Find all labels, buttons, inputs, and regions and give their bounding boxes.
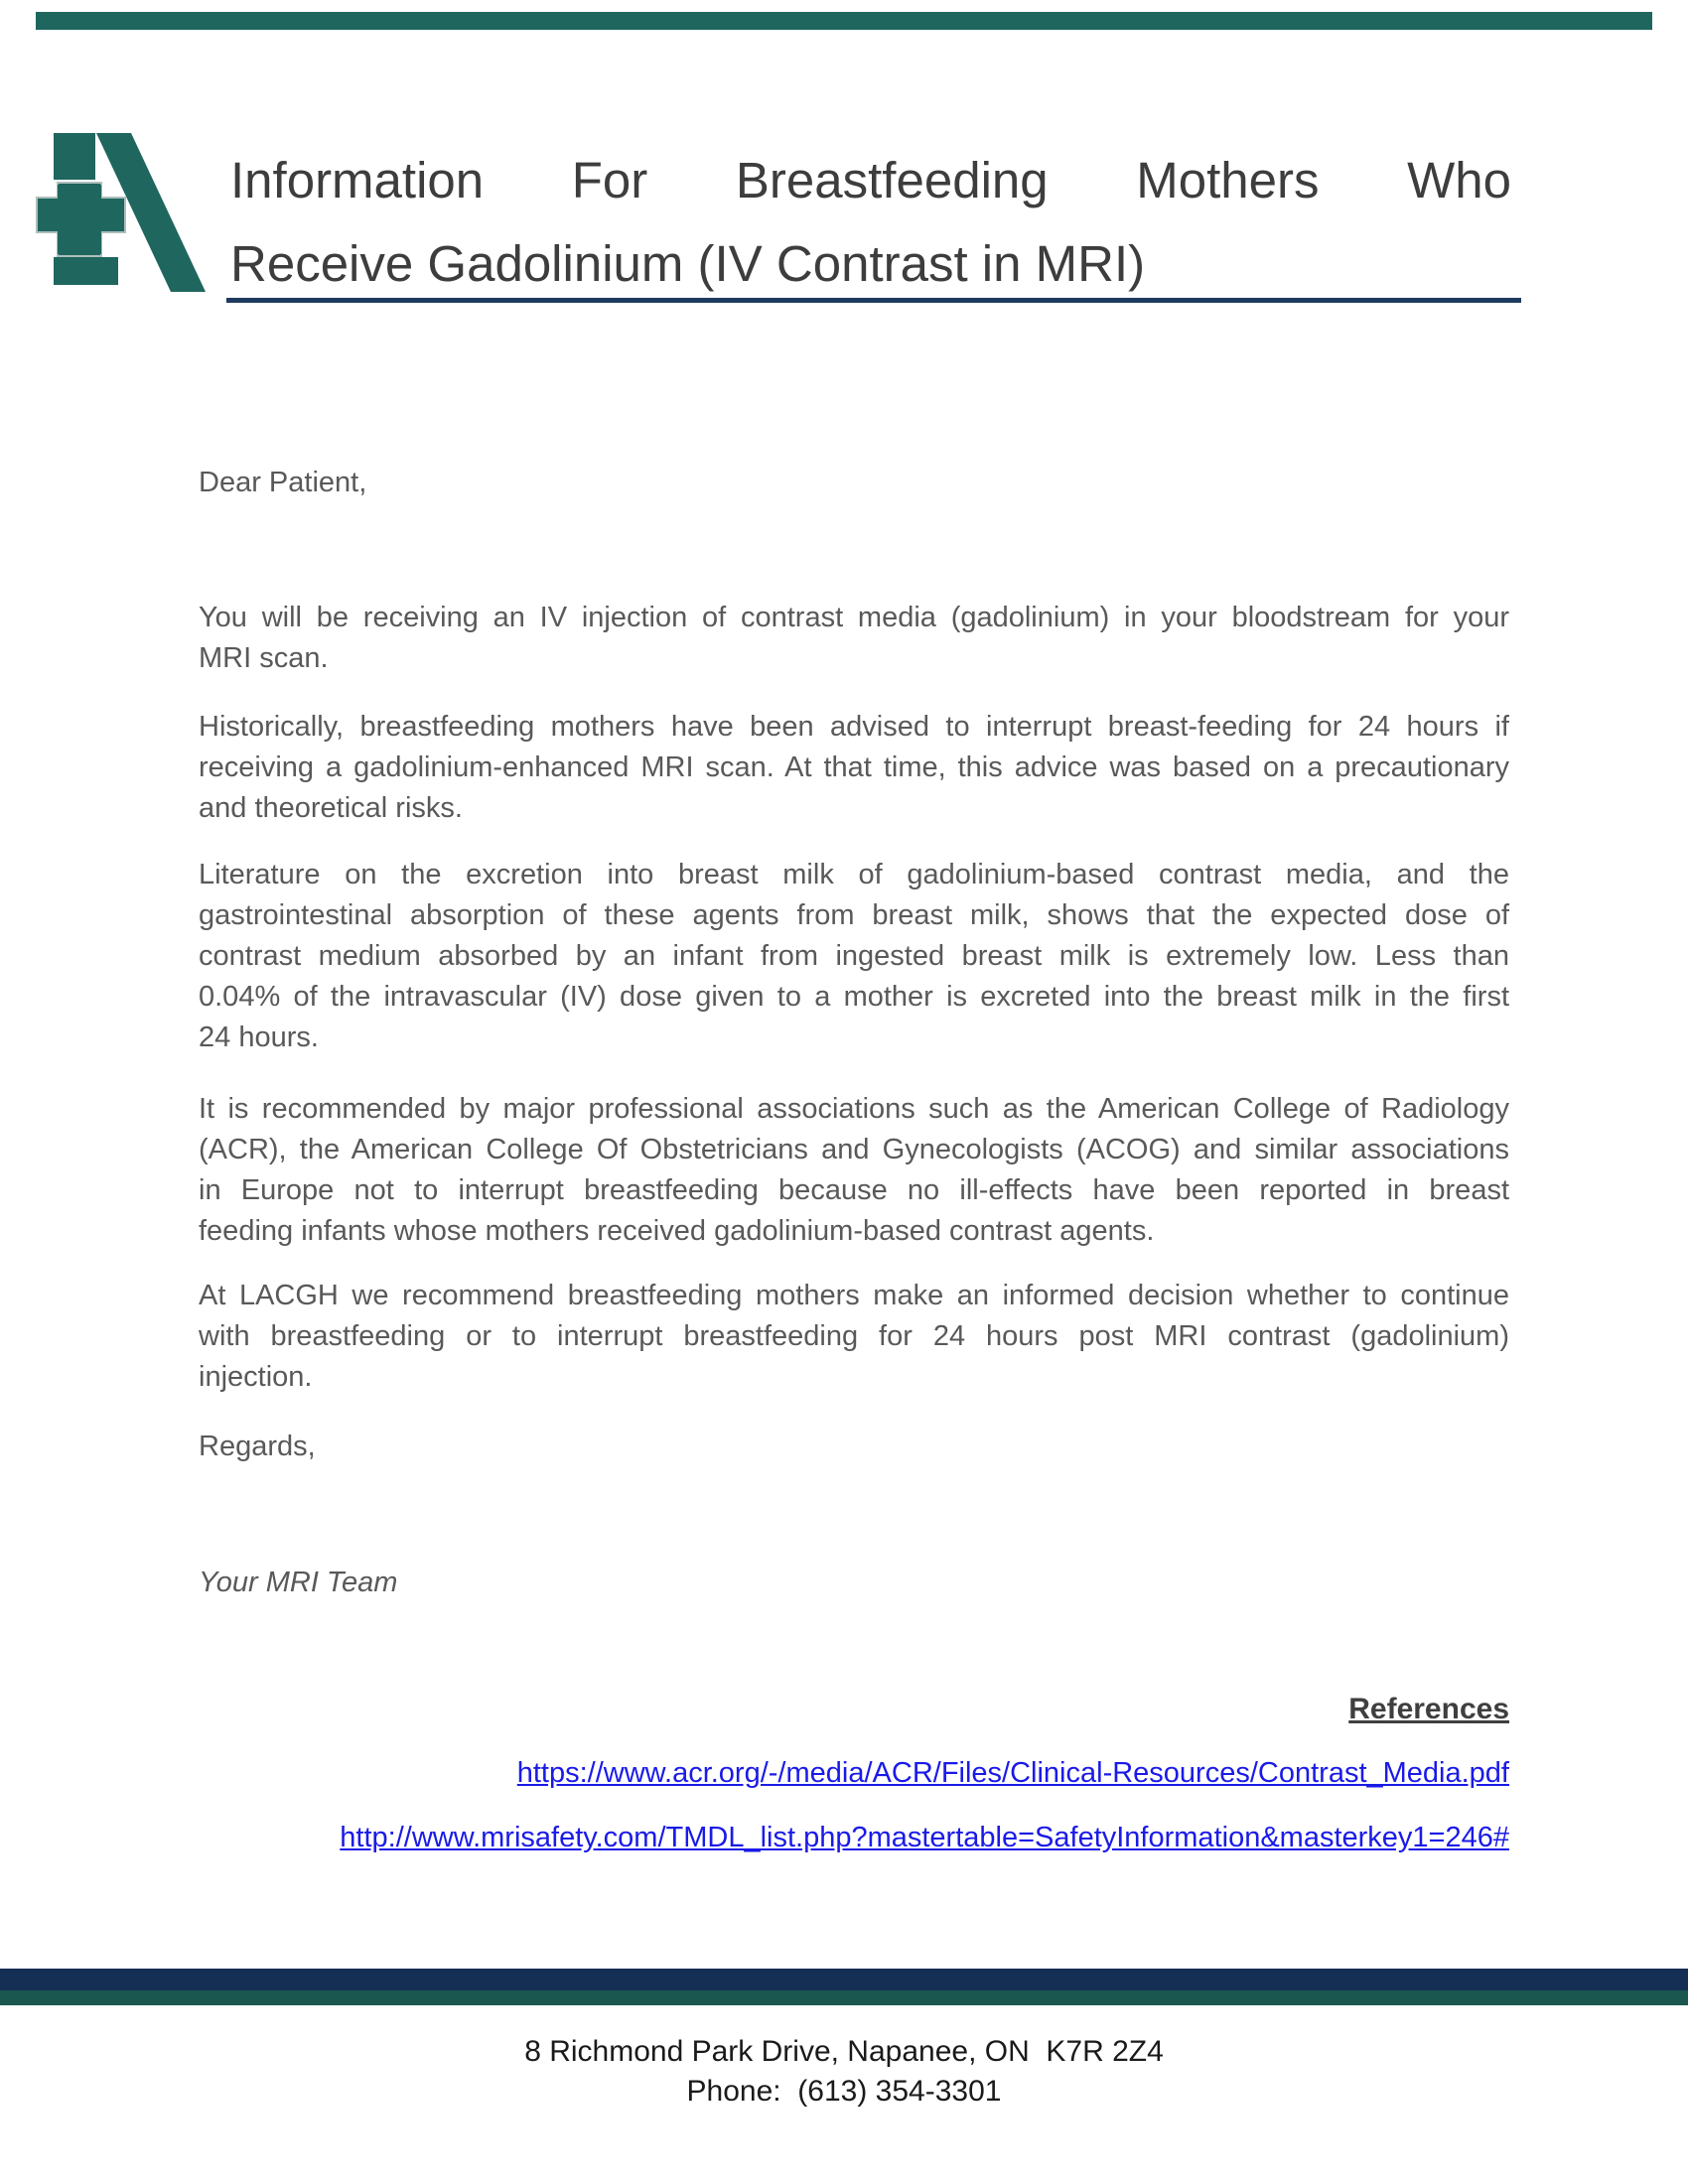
- salutation: Dear Patient,: [199, 467, 367, 498]
- paragraph-1: You will be receiving an IV injection of contrast media (gadolinium) in your bloodstream for your MRI scan.: [199, 602, 1509, 674]
- acr-contrast-media-link[interactable]: https://www.acr.org/-/media/ACR/Files/Clinical-Resources/Contrast_Media.pdf: [516, 1757, 1509, 1789]
- document-title: [230, 139, 1511, 306]
- footer-teal-bar: [0, 1990, 1688, 2005]
- top-accent-bar: [36, 12, 1652, 30]
- title-line-2: Receive Gadolinium (IV Contrast in MRI): [230, 235, 1146, 292]
- paragraph-3: Literature on the excretion into breast milk of gadolinium-based contrast media, and the gastrointestinal absorption of these agents from breast milk, shows that the expected dose of contrast medium absorbed by an infant from ingested breast milk is extremely low. Less than 0.04% of the intravascular (IV) dose given to a mother is excreted into the breast milk in the first 24 hours.: [199, 859, 1509, 1053]
- paragraph-4: It is recommended by major professional associations such as the American College of Radiology (ACR), the American College Of Obstetricians and Gynecologists (ACOG) and similar associations in Europe not to interrupt breastfeeding because no ill-effects have been reported in breast feeding infants whose mothers received gadolinium-based contrast agents.: [199, 1093, 1509, 1247]
- closing: Regards,: [199, 1431, 316, 1462]
- footer-navy-bar: [0, 1969, 1688, 1990]
- title-line-1: Information For Breastfeeding Mothers Who: [230, 152, 1511, 208]
- reference-link-row: [199, 1757, 1509, 1790]
- mrisafety-link[interactable]: http://www.mrisafety.com/TMDL_list.php?mastertable=SafetyInformation&masterkey1=246#: [340, 1822, 1509, 1853]
- footer-phone: Phone: (613) 354-3301: [686, 2075, 1002, 2108]
- hospital-cross-letter-A-icon: [30, 127, 211, 294]
- reference-link-row: [199, 1822, 1509, 1854]
- paragraph-2: Historically, breastfeeding mothers have been advised to interrupt breast-feeding for 24 hours if receiving a gadolinium-enhanced MRI scan. At that time, this advice was based on a precautionary and theoretical risks.: [199, 711, 1509, 824]
- signature: Your MRI Team: [199, 1567, 398, 1598]
- paragraph-5: At LACGH we recommend breastfeeding mothers make an informed decision whether to continue with breastfeeding or to interrupt breastfeeding for 24 hours post MRI contrast (gadolinium) injection.: [199, 1280, 1509, 1393]
- title-underline-rule: [226, 298, 1521, 303]
- hospital-logo: [30, 127, 211, 294]
- footer-address: 8 Richmond Park Drive, Napanee, ON K7R 2Z4: [524, 2035, 1164, 2068]
- references-heading: References: [1348, 1693, 1509, 1725]
